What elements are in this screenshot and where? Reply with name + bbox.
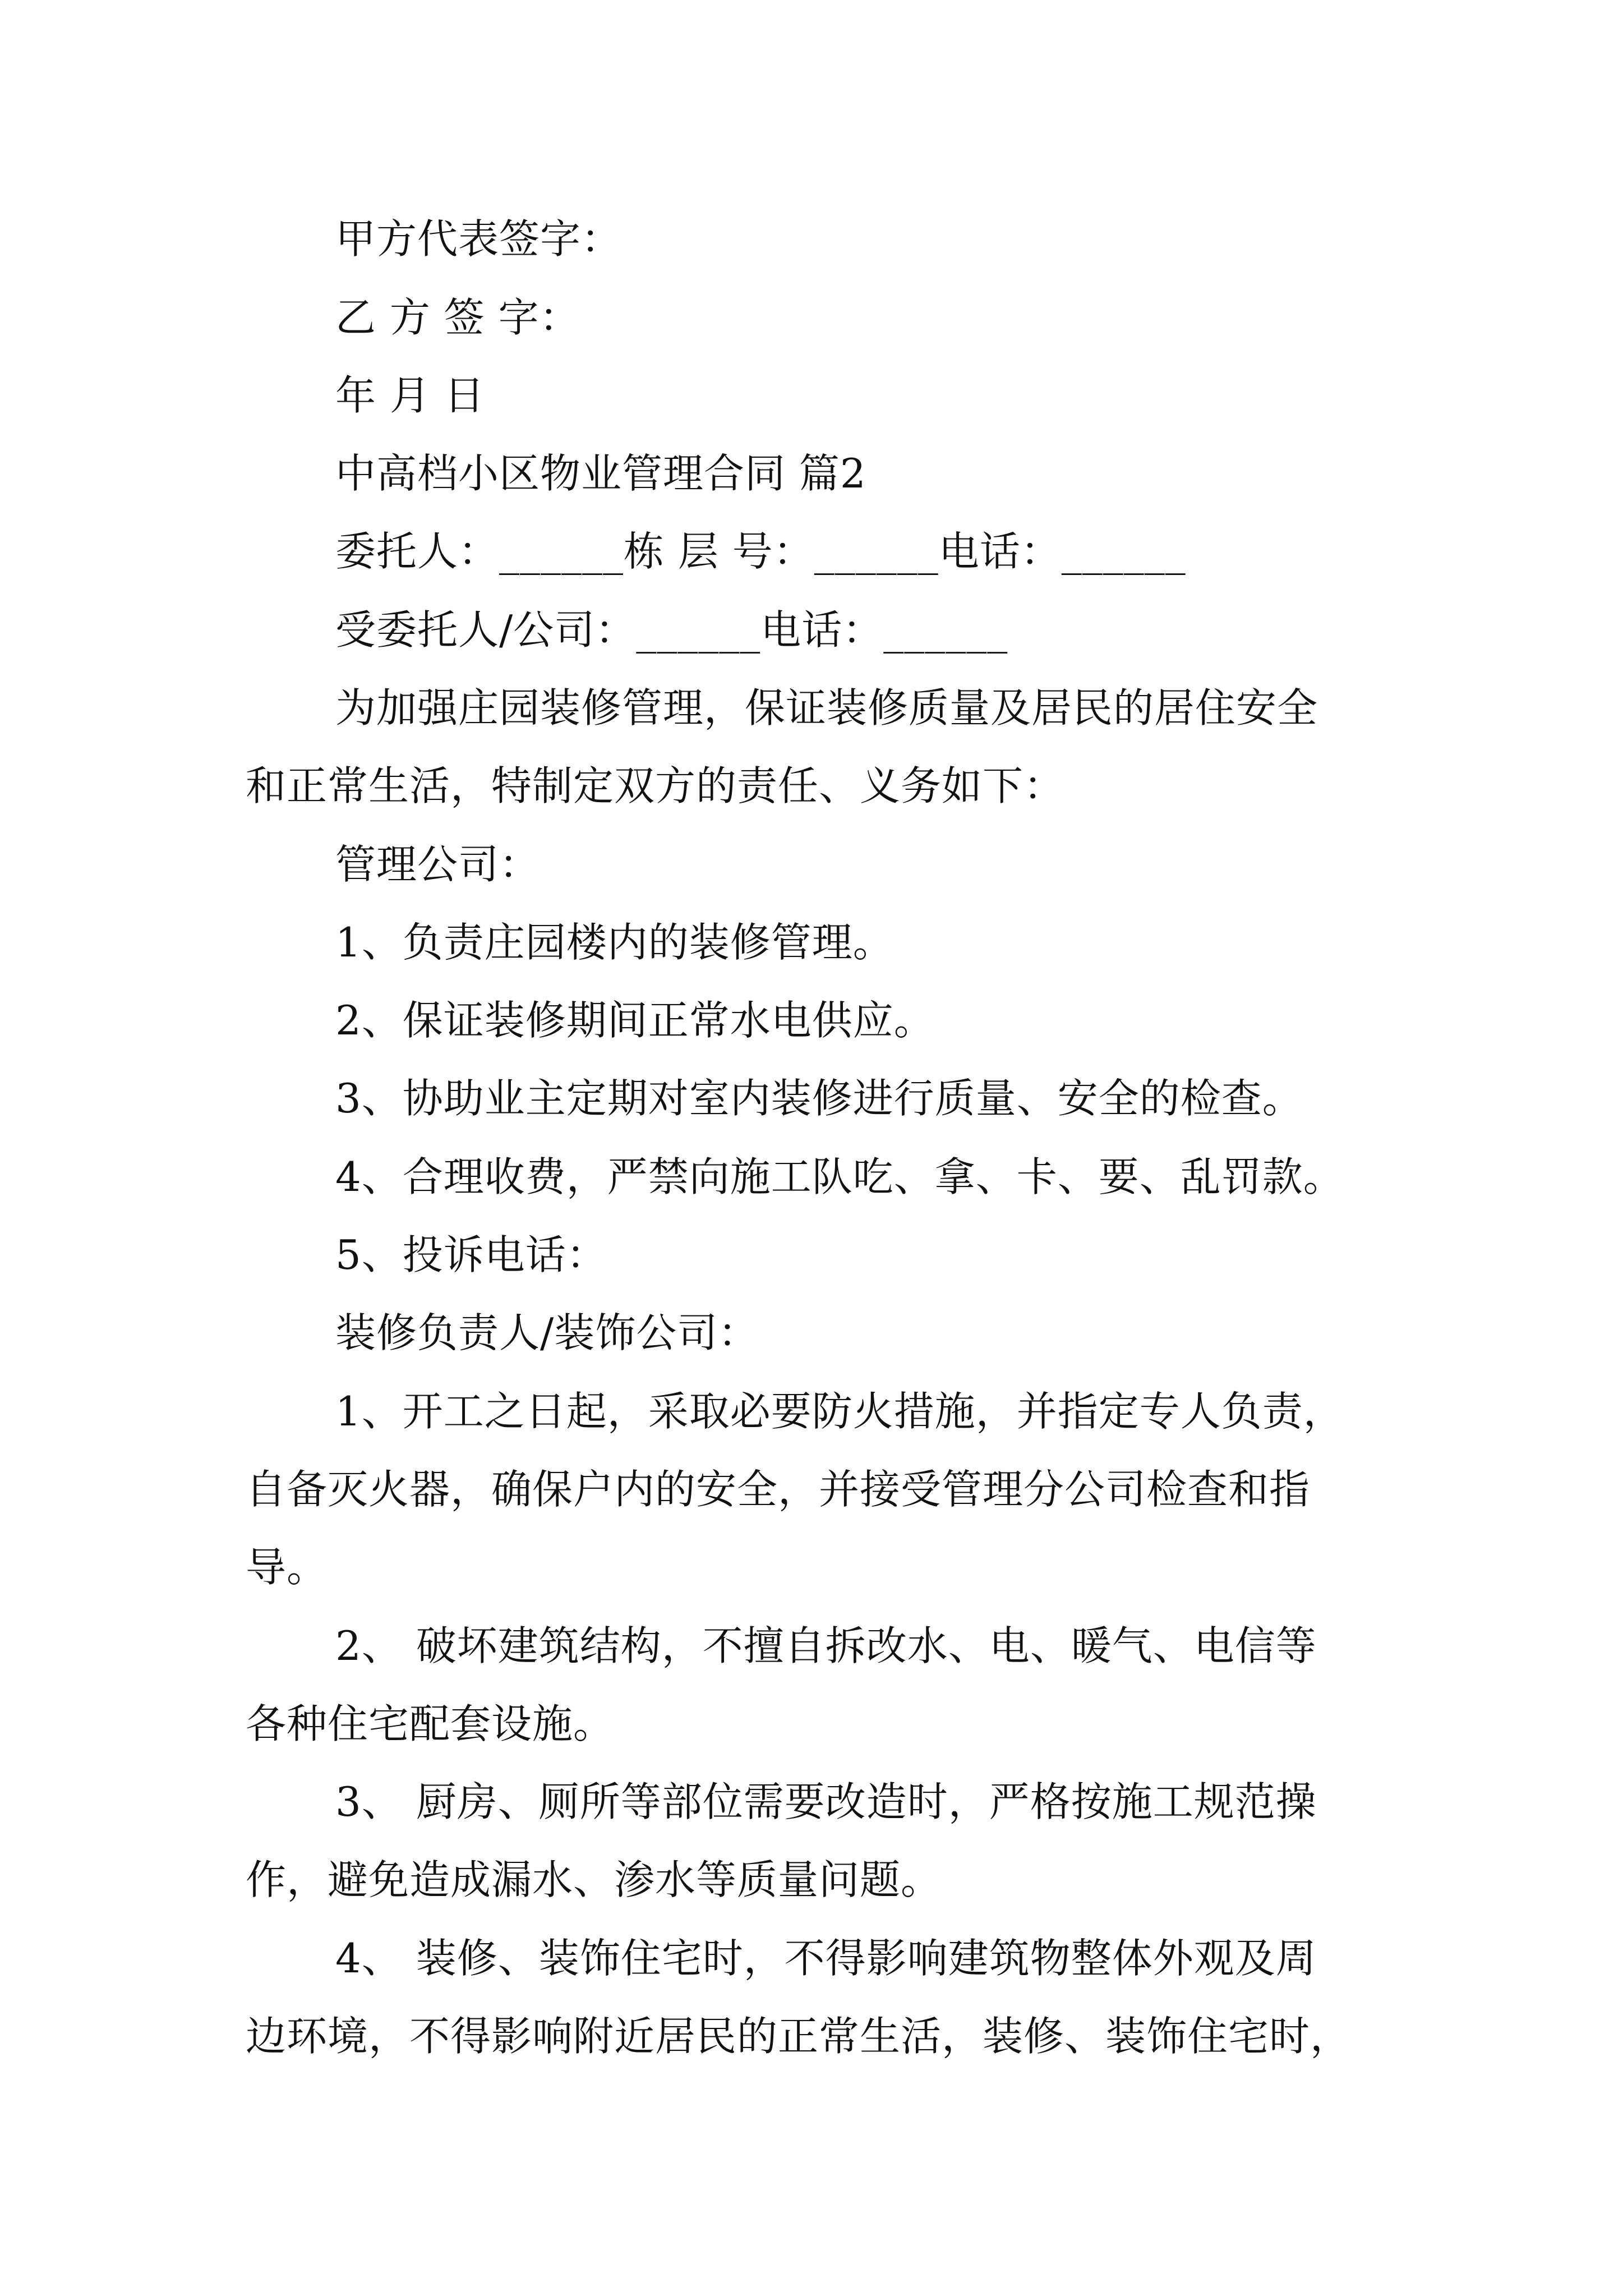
intro-paragraph-line: 为加强庄园装修管理，保证装修质量及居民的居住安全 bbox=[335, 684, 1318, 731]
decorator-item-line: 边环境，不得影响附近居民的正常生活，装修、装饰住宅时， bbox=[246, 2013, 1352, 2060]
management-item: 3、协助业主定期对室内装修进行质量、安全的检查。 bbox=[335, 1075, 1303, 1122]
party-b-signature-label: 乙 方 签 字： bbox=[335, 294, 580, 341]
decorator-heading: 装修负责人/装饰公司： bbox=[335, 1309, 759, 1356]
decorator-item-line: 4、 装修、装饰住宅时，不得影响建筑物整体外观及周 bbox=[335, 1935, 1317, 1982]
signature-date-label: 年 月 日 bbox=[335, 372, 485, 419]
agent-info-line: 受委托人/公司：______电话：______ bbox=[335, 606, 1008, 654]
decorator-item-line: 自备灭火器，确保户内的安全，并接受管理分公司检查和指 bbox=[246, 1466, 1311, 1513]
decorator-item-line: 2、 破坏建筑结构，不擅自拆改水、电、暖气、电信等 bbox=[335, 1622, 1317, 1669]
management-item: 4、合理收费，严禁向施工队吃、拿、卡、要、乱罚款。 bbox=[335, 1153, 1344, 1200]
client-info-line: 委托人：______栋 层 号：______电话：______ bbox=[335, 528, 1186, 575]
decorator-item-line: 导。 bbox=[246, 1544, 328, 1591]
management-heading: 管理公司： bbox=[335, 841, 541, 888]
management-item: 1、负责庄园楼内的装修管理。 bbox=[335, 919, 894, 966]
decorator-item-line: 3、 厨房、厕所等部位需要改造时，严格按施工规范操 bbox=[335, 1778, 1317, 1825]
management-item: 5、投诉电话： bbox=[335, 1231, 607, 1278]
management-item: 2、保证装修期间正常水电供应。 bbox=[335, 997, 935, 1044]
decorator-item-line: 作，避免造成漏水、渗水等质量问题。 bbox=[246, 1856, 942, 1903]
intro-paragraph-line: 和正常生活，特制定双方的责任、义务如下： bbox=[246, 762, 1065, 809]
decorator-item-line: 各种住宅配套设施。 bbox=[246, 1700, 615, 1747]
decorator-item-line: 1、开工之日起，采取必要防火措施，并指定专人负责， bbox=[335, 1388, 1344, 1435]
party-a-signature-label: 甲方代表签字： bbox=[335, 215, 623, 263]
section-title: 中高档小区物业管理合同 篇2 bbox=[335, 450, 866, 497]
